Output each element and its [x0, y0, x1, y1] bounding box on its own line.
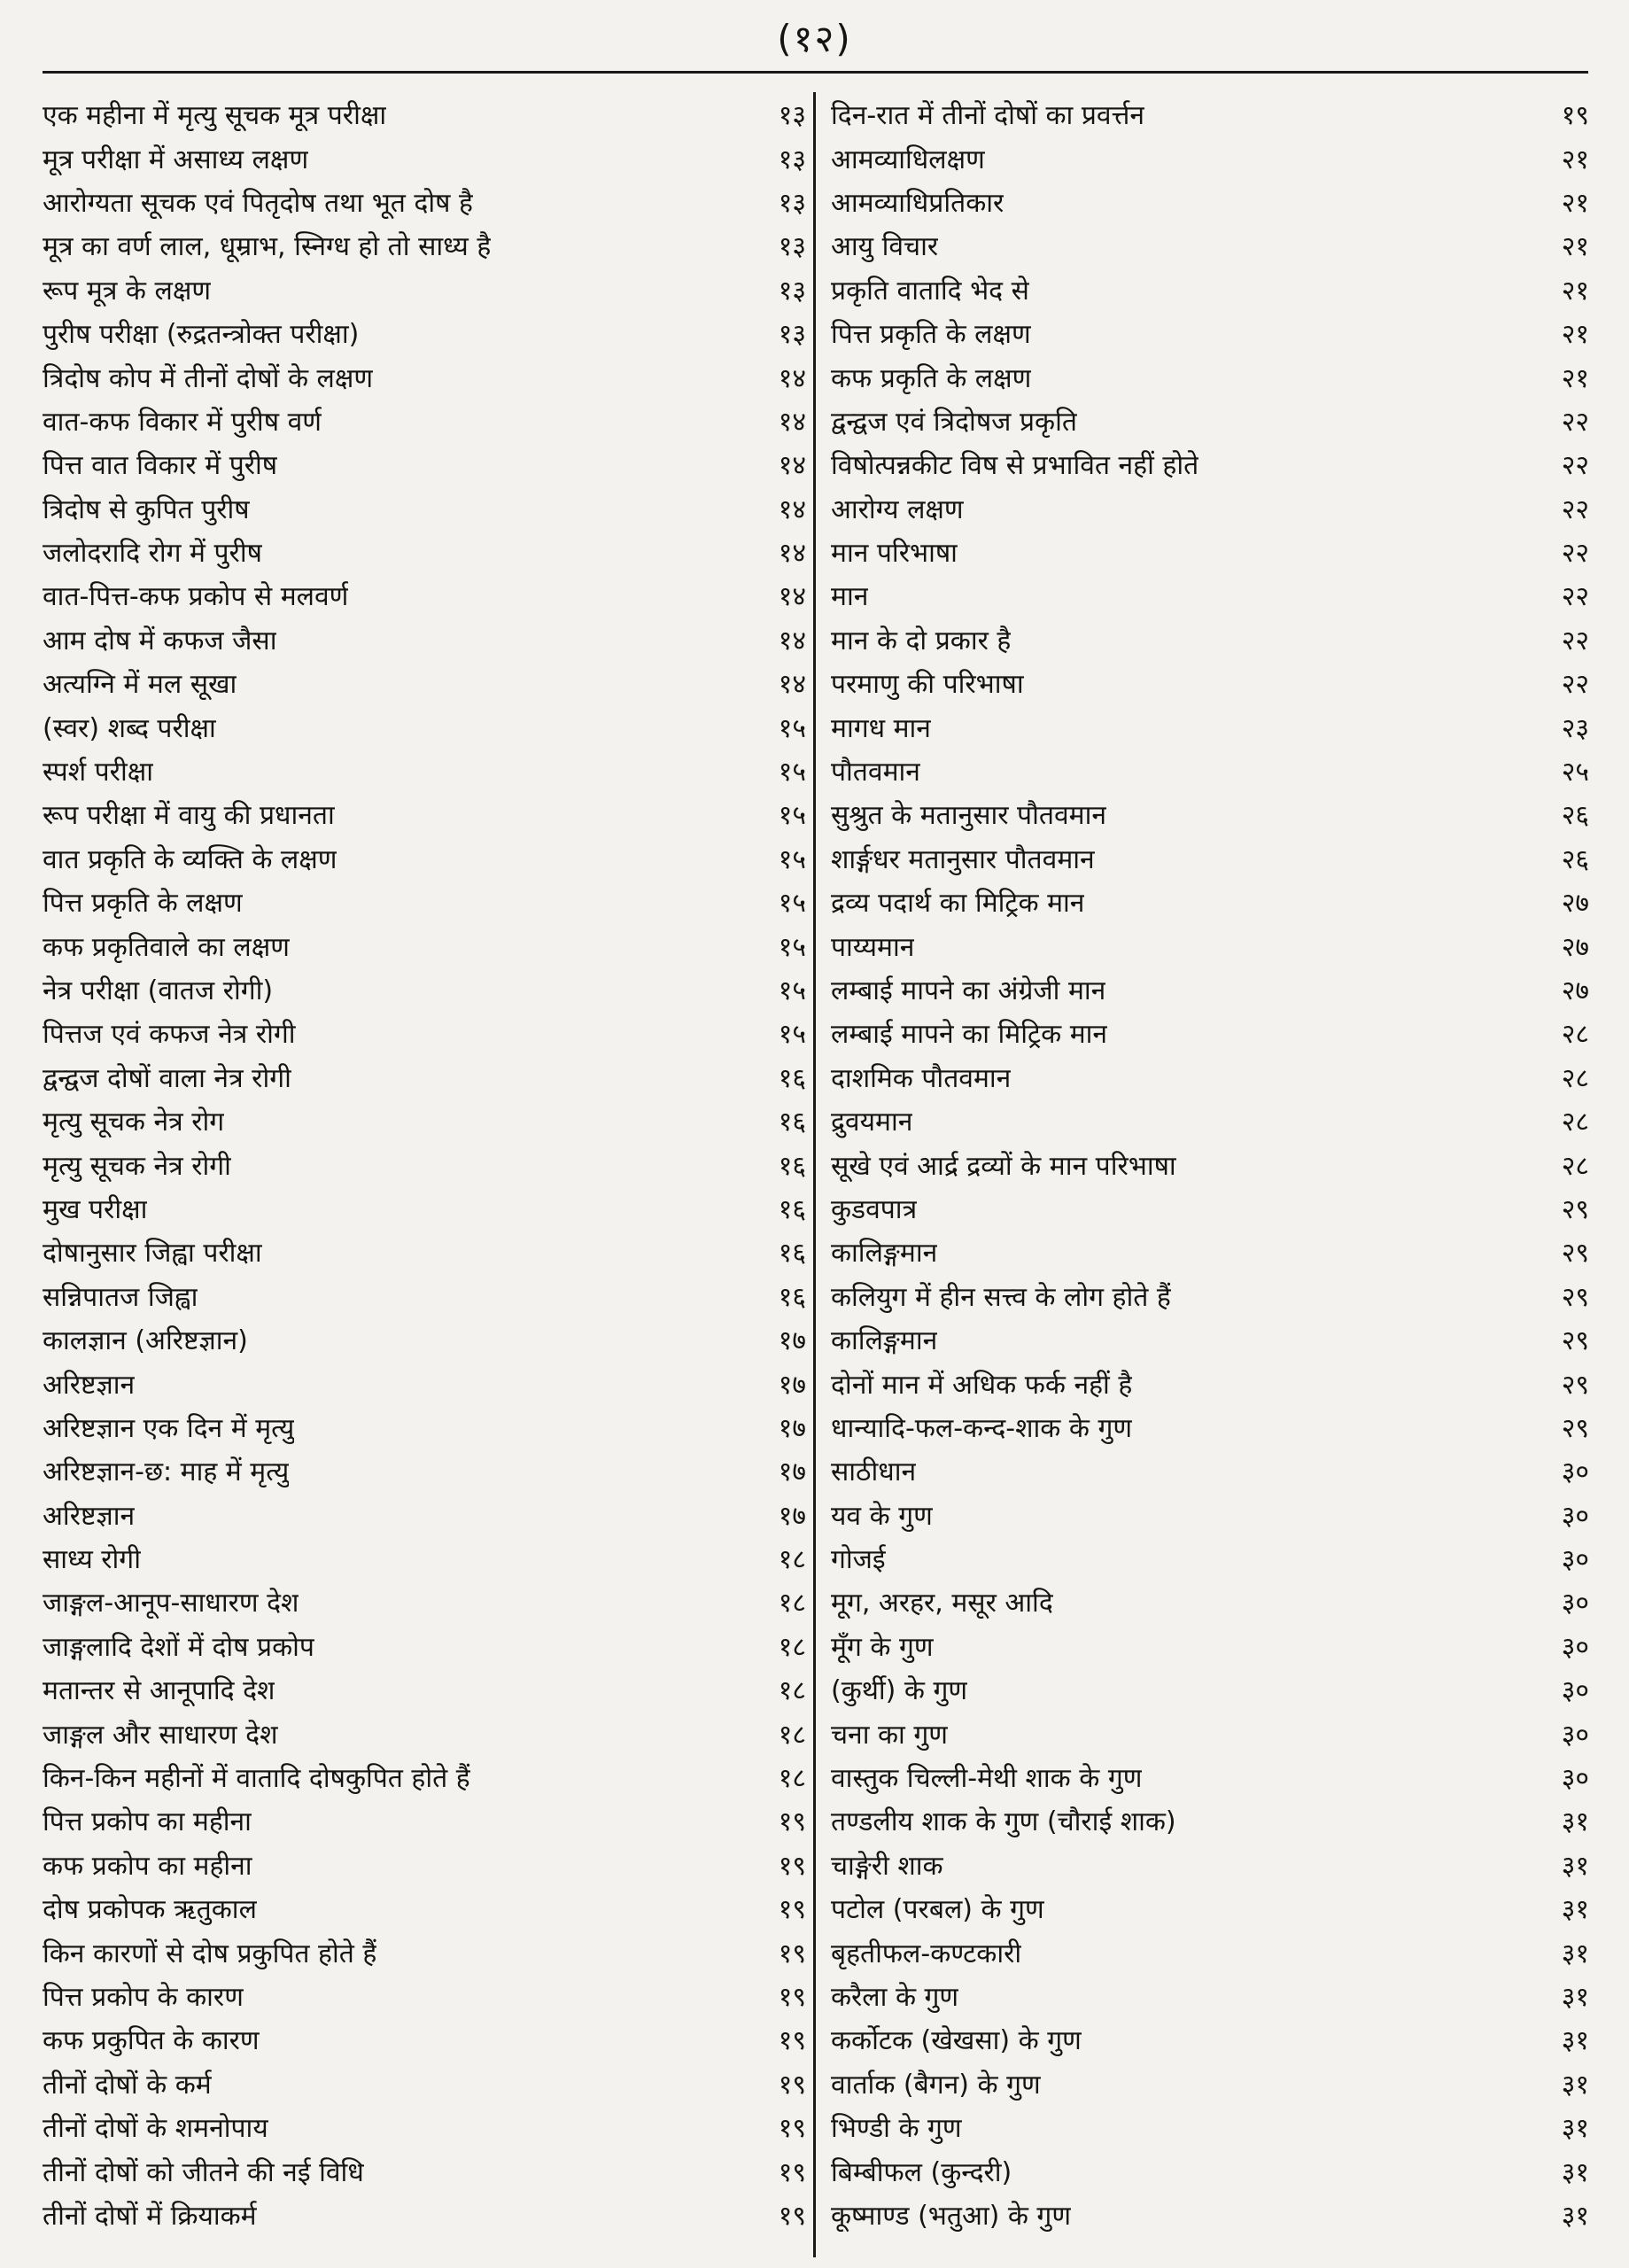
toc-entry-title: द्वन्द्वज एवं त्रिदोषज प्रकृति [831, 406, 1077, 438]
toc-entry-title: पित्त प्रकोप के कारण [43, 1981, 244, 2013]
toc-entry [43, 1186, 806, 1230]
toc-entry-title: मूग, अरहर, मसूर आदि [831, 1588, 1053, 1619]
toc-entry-page: ३१ [1561, 2156, 1589, 2188]
toc-entry [43, 399, 806, 442]
toc-entry-page: १६ [778, 1281, 806, 1313]
toc-entry [831, 92, 1589, 136]
toc-entry [43, 442, 806, 485]
toc-entry-page: १४ [778, 406, 806, 438]
toc-entry [43, 1536, 806, 1580]
toc-entry [43, 1493, 806, 1536]
toc-entry-title: द्वन्द्वज दोषों वाला नेत्र रोगी [43, 1062, 291, 1094]
toc-entry-title: अरिष्टज्ञान-छ: माह में मृत्यु [43, 1456, 290, 1488]
toc-entry [831, 1580, 1589, 1623]
toc-entry-title: अरिष्टज्ञान [43, 1369, 136, 1401]
toc-entry-title: स्पर्श परीक्षा [43, 757, 154, 788]
toc-entry-page: २९ [1561, 1369, 1589, 1401]
toc-entry-page: १६ [778, 1150, 806, 1182]
toc-entry-page: १८ [778, 1588, 806, 1619]
toc-entry [831, 1142, 1589, 1185]
toc-entry-title: प्रकृति वातादि भेद से [831, 275, 1029, 307]
toc-entry-page: १७ [778, 1325, 806, 1357]
toc-entry [43, 1974, 806, 2017]
toc-entry [831, 923, 1589, 967]
toc-entry-title: तीनों दोषों के शमनोपाय [43, 2113, 268, 2145]
toc-entry-page: १९ [778, 2069, 806, 2101]
toc-entry [831, 836, 1589, 880]
toc-entry-title: पित्तज एवं कफज नेत्र रोगी [43, 1019, 296, 1051]
toc-entry-page: २२ [1561, 669, 1589, 701]
toc-entry-title: सन्निपातज जिह्वा [43, 1281, 198, 1313]
toc-entry-page: १७ [778, 1500, 806, 1532]
toc-entry-title: पुरीष परीक्षा (रुद्रतन्त्रोक्त परीक्षा) [43, 319, 360, 351]
toc-entry-page: १४ [778, 669, 806, 701]
toc-entry-title: पाय्यमान [831, 931, 915, 963]
toc-entry-title: आरोग्यता सूचक एवं पितृदोष तथा भूत दोष है [43, 187, 473, 219]
toc-entry-title: आयु विचार [831, 231, 939, 263]
toc-entry [43, 530, 806, 573]
toc-entry [831, 311, 1589, 354]
toc-entry-title: किन कारणों से दोष प्रकुपित होते हैं [43, 1938, 377, 1969]
toc-entry [831, 1974, 1589, 2017]
toc-entry-title: आमव्याधिलक्षण [831, 144, 985, 175]
toc-entry [831, 1055, 1589, 1099]
toc-entry-title: द्रव्य पदार्थ का मिट्रिक मान [831, 888, 1085, 920]
toc-entry-title: सूखे एवं आर्द्र द्रव्यों के मान परिभाषा [831, 1150, 1176, 1182]
toc-entry [43, 1930, 806, 1973]
toc-entry-page: ३१ [1561, 2200, 1589, 2232]
toc-entry-title: पटोल (परबल) के गुण [831, 1894, 1044, 1926]
toc-entry-page: १३ [778, 100, 806, 132]
toc-entry-page: ३१ [1561, 2113, 1589, 2145]
toc-entry [831, 1930, 1589, 1973]
toc-entry-page: १५ [778, 757, 806, 788]
toc-entry-page: २९ [1561, 1412, 1589, 1444]
header-rule [43, 71, 1588, 74]
toc-entry [43, 2105, 806, 2148]
toc-entry-page: १३ [778, 187, 806, 219]
toc-entry [831, 1274, 1589, 1317]
toc-entry-title: अत्यग्नि में मल सूखा [43, 669, 237, 701]
toc-entry [831, 1755, 1589, 1798]
toc-entry-page: ३० [1561, 1500, 1589, 1532]
toc-entry-title: पित्त प्रकृति के लक्षण [43, 888, 243, 920]
toc-entry-page: २६ [1561, 800, 1589, 832]
toc-entry-title: वात-कफ विकार में पुरीष वर्ण [43, 406, 322, 438]
toc-entry-title: चना का गुण [831, 1719, 948, 1751]
toc-entry [831, 136, 1589, 179]
toc-entry-page: १३ [778, 319, 806, 351]
toc-entry [831, 1317, 1589, 1361]
toc-entry-page: १९ [778, 1806, 806, 1838]
toc-entry [43, 1886, 806, 1930]
toc-entry [43, 573, 806, 617]
toc-entry-title: पित्त प्रकोप का महीना [43, 1806, 252, 1838]
toc-entry [831, 1099, 1589, 1142]
toc-entry [43, 1317, 806, 1361]
toc-entry-title: मतान्तर से आनूपादि देश [43, 1675, 275, 1707]
toc-entry-page: ३० [1561, 1675, 1589, 1707]
toc-entry-page: १९ [778, 1981, 806, 2013]
toc-entry-title: तीनों दोषों के कर्म [43, 2069, 212, 2101]
toc-entry [831, 1667, 1589, 1711]
toc-entry-title: आमव्याधिप्रतिकार [831, 187, 1005, 219]
toc-entry [831, 1711, 1589, 1754]
toc-entry-page: १५ [778, 800, 806, 832]
toc-entry-title: कालज्ञान (अरिष्टज्ञान) [43, 1325, 248, 1357]
toc-entry-page: १९ [778, 2200, 806, 2232]
toc-entry-title: अरिष्टज्ञान [43, 1500, 136, 1532]
toc-entry-page: २९ [1561, 1325, 1589, 1357]
toc-entry-page: १४ [778, 581, 806, 613]
toc-entry-page: १३ [778, 144, 806, 175]
toc-entry [831, 180, 1589, 223]
toc-entry-page: २२ [1561, 450, 1589, 482]
toc-entry-page: १९ [778, 1850, 806, 1882]
toc-entry [831, 2062, 1589, 2105]
toc-entry [43, 661, 806, 704]
toc-entry-title: आम दोष में कफज जैसा [43, 625, 277, 656]
toc-entry-title: अरिष्टज्ञान एक दिन में मृत्यु [43, 1412, 295, 1444]
toc-entry-title: कफ प्रकुपित के कारण [43, 2025, 260, 2057]
toc-entry-page: १६ [778, 1107, 806, 1138]
toc-entry [43, 180, 806, 223]
toc-entry [831, 1798, 1589, 1842]
toc-entry [831, 1449, 1589, 1492]
toc-entry-title: जाङ्गल और साधारण देश [43, 1719, 278, 1751]
toc-entry-page: १५ [778, 1019, 806, 1051]
toc-entry-title: बिम्बीफल (कुन्दरी) [831, 2156, 1012, 2188]
toc-entry-page: १५ [778, 843, 806, 875]
toc-entry [43, 1011, 806, 1054]
toc-entry [43, 1099, 806, 1142]
toc-entry-title: त्रिदोष कोप में तीनों दोषों के लक्षण [43, 362, 374, 394]
toc-entry [831, 354, 1589, 398]
toc-entry-title: दोष प्रकोपक ऋतुकाल [43, 1894, 257, 1926]
toc-entry-page: २६ [1561, 843, 1589, 875]
toc-entry-page: २२ [1561, 581, 1589, 613]
toc-entry [43, 967, 806, 1011]
toc-entry-page: २७ [1561, 975, 1589, 1006]
toc-entry [831, 1361, 1589, 1404]
toc-entry-page: १५ [778, 888, 806, 920]
toc-entry-page: ३१ [1561, 2025, 1589, 2057]
toc-entry-page: १४ [778, 450, 806, 482]
toc-entry [43, 1055, 806, 1099]
toc-entry [831, 1186, 1589, 1230]
toc-entry [831, 1230, 1589, 1273]
toc-entry-title: मूत्र का वर्ण लाल, धूम्राभ, स्निग्ध हो तो साध्य है [43, 231, 492, 263]
toc-entry-page: २७ [1561, 888, 1589, 920]
toc-entry-title: जाङ्गल-आनूप-साधारण देश [43, 1588, 299, 1619]
toc-entry-title: साध्य रोगी [43, 1544, 141, 1576]
toc-entry-page: १६ [778, 1238, 806, 1270]
toc-entry-title: तीनों दोषों में क्रियाकर्म [43, 2200, 257, 2232]
toc-entry [43, 617, 806, 661]
toc-entry [831, 880, 1589, 923]
toc-entry-title: वार्ताक (बैगन) के गुण [831, 2069, 1041, 2101]
toc-entry-title: दोषानुसार जिह्वा परीक्षा [43, 1238, 262, 1270]
toc-entry-page: १७ [778, 1412, 806, 1444]
toc-entry-title: भिण्डी के गुण [831, 2113, 962, 2145]
toc-entry [831, 792, 1589, 835]
toc-entry [831, 2017, 1589, 2061]
toc-entry [831, 530, 1589, 573]
column-divider [813, 92, 816, 2257]
toc-entry-page: २१ [1561, 362, 1589, 394]
toc-entry-title: एक महीना में मृत्यु सूचक मूत्र परीक्षा [43, 100, 387, 132]
toc-entry-page: ३० [1561, 1763, 1589, 1795]
toc-entry [43, 1230, 806, 1273]
toc-entry-page: १५ [778, 712, 806, 744]
toc-entry-page: ३१ [1561, 1806, 1589, 1838]
toc-entry [831, 573, 1589, 617]
toc-entry-page: ३१ [1561, 1850, 1589, 1882]
toc-entry [831, 1843, 1589, 1886]
toc-entry [831, 223, 1589, 267]
toc-entry [43, 792, 806, 835]
toc-entry [831, 268, 1589, 311]
toc-entry-title: कर्कोटक (खेखसा) के गुण [831, 2025, 1082, 2057]
toc-entry-page: ३१ [1561, 2069, 1589, 2101]
toc-entry [831, 617, 1589, 661]
toc-entry [831, 2193, 1589, 2236]
toc-entry [43, 1274, 806, 1317]
toc-entry [831, 1624, 1589, 1667]
toc-entry-title: लम्बाई मापने का अंग्रेजी मान [831, 975, 1106, 1006]
toc-entry [43, 1361, 806, 1404]
toc-entry [831, 1886, 1589, 1930]
toc-entry-page: ३१ [1561, 1981, 1589, 2013]
toc-entry-page: २२ [1561, 538, 1589, 570]
toc-entry-page: २२ [1561, 406, 1589, 438]
toc-entry-title: दिन-रात में तीनों दोषों का प्रवर्त्तन [831, 100, 1144, 132]
toc-entry [43, 92, 806, 136]
toc-entry [43, 1755, 806, 1798]
toc-entry-page: ३० [1561, 1544, 1589, 1576]
toc-entry [43, 1405, 806, 1449]
toc-entry-page: १८ [778, 1763, 806, 1795]
toc-entry-title: चाङ्गेरी शाक [831, 1850, 943, 1882]
toc-entry-title: रूप मूत्र के लक्षण [43, 275, 212, 307]
toc-entry-page: २१ [1561, 231, 1589, 263]
toc-entry-page: १६ [778, 1193, 806, 1225]
toc-entry-title: विषोत्पन्नकीट विष से प्रभावित नहीं होते [831, 450, 1199, 482]
toc-entry-page: १९ [778, 1894, 806, 1926]
toc-entry-title: बृहतीफल-कण्टकारी [831, 1938, 1022, 1969]
toc-entry-title: वात-पित्त-कफ प्रकोप से मलवर्ण [43, 581, 349, 613]
toc-entry-title: पित्त वात विकार में पुरीष [43, 450, 278, 482]
toc-entry-title: दाशमिक पौतवमान [831, 1062, 1012, 1094]
toc-entry [43, 268, 806, 311]
toc-entry-title: करैला के गुण [831, 1981, 959, 2013]
toc-entry-page: १९ [778, 2113, 806, 2145]
toc-entry-title: पित्त प्रकृति के लक्षण [831, 319, 1031, 351]
toc-entry [43, 1798, 806, 1842]
toc-entry-title: त्रिदोष से कुपित पुरीष [43, 493, 250, 525]
toc-entry-title: किन-किन महीनों में वातादि दोषकुपित होते हैं [43, 1763, 470, 1795]
toc-entry-title: जाङ्गलादि देशों में दोष प्रकोप [43, 1631, 314, 1663]
toc-entry-page: ३० [1561, 1631, 1589, 1663]
toc-entry-page: २८ [1561, 1019, 1589, 1051]
toc-entry-title: कालिङ्गमान [831, 1238, 938, 1270]
toc-entry [831, 1493, 1589, 1536]
toc-entry-title: शार्ङ्गधर मतानुसार पौतवमान [831, 843, 1095, 875]
toc-entry-page: ३० [1561, 1719, 1589, 1751]
toc-entry-page: १८ [778, 1544, 806, 1576]
toc-entry [43, 1449, 806, 1492]
toc-entry-page: २२ [1561, 625, 1589, 656]
toc-entry-title: आरोग्य लक्षण [831, 493, 964, 525]
toc-entry [831, 1011, 1589, 1054]
toc-entry-page: २९ [1561, 1238, 1589, 1270]
toc-entry-title: कालिङ्गमान [831, 1325, 938, 1357]
toc-entry-page: १९ [1561, 100, 1589, 132]
toc-entry-page: १७ [778, 1369, 806, 1401]
toc-entry [831, 1405, 1589, 1449]
toc-entry [43, 923, 806, 967]
toc-entry-page: २८ [1561, 1062, 1589, 1094]
toc-entry [43, 1142, 806, 1185]
toc-entry-title: मुख परीक्षा [43, 1193, 148, 1225]
toc-entry-title: मागध मान [831, 712, 931, 744]
toc-entry-title: वास्तुक चिल्ली-मेथी शाक के गुण [831, 1763, 1143, 1795]
toc-entry-page: १९ [778, 2156, 806, 2188]
toc-entry-page: २३ [1561, 712, 1589, 744]
toc-entry-title: मूँग के गुण [831, 1631, 934, 1663]
toc-entry [831, 661, 1589, 704]
toc-entry-page: २९ [1561, 1193, 1589, 1225]
toc-entry-page: १४ [778, 493, 806, 525]
toc-entry-title: परमाणु की परिभाषा [831, 669, 1024, 701]
toc-entry-title: वात प्रकृति के व्यक्ति के लक्षण [43, 843, 337, 875]
toc-entry-page: १६ [778, 1062, 806, 1094]
toc-entry [43, 2148, 806, 2192]
toc-entry [43, 223, 806, 267]
toc-entry-page: २८ [1561, 1107, 1589, 1138]
toc-entry [831, 442, 1589, 485]
toc-entry [831, 967, 1589, 1011]
toc-entry [43, 1711, 806, 1754]
toc-entry-title: रूप परीक्षा में वायु की प्रधानता [43, 800, 335, 832]
toc-entry-page: १५ [778, 975, 806, 1006]
toc-entry [831, 704, 1589, 748]
toc-entry-title: कूष्माण्ड (भतुआ) के गुण [831, 2200, 1072, 2232]
toc-entry-page: १९ [778, 1938, 806, 1969]
toc-entry-page: २२ [1561, 493, 1589, 525]
toc-entry [831, 486, 1589, 530]
toc-entry [43, 136, 806, 179]
toc-entry-title: दोनों मान में अधिक फर्क नहीं है [831, 1369, 1133, 1401]
left-column [43, 92, 806, 2236]
toc-entry-page: २१ [1561, 187, 1589, 219]
toc-entry-page: १३ [778, 231, 806, 263]
toc-entry-title: सुश्रुत के मतानुसार पौतवमान [831, 800, 1106, 832]
toc-entry-title: धान्यादि-फल-कन्द-शाक के गुण [831, 1412, 1133, 1444]
toc-entry-page: १८ [778, 1719, 806, 1751]
toc-entry [43, 749, 806, 792]
toc-entry-title: मूत्र परीक्षा में असाध्य लक्षण [43, 144, 309, 175]
toc-entry [831, 399, 1589, 442]
toc-entry [831, 1536, 1589, 1580]
toc-entry-title: पौतवमान [831, 757, 920, 788]
toc-entry-title: मृत्यु सूचक नेत्र रोगी [43, 1150, 231, 1182]
toc-entry-title: लम्बाई मापने का मिट्रिक मान [831, 1019, 1108, 1051]
toc-entry-page: ३० [1561, 1456, 1589, 1488]
toc-entry-page: १८ [778, 1631, 806, 1663]
toc-entry-title: नेत्र परीक्षा (वातज रोगी) [43, 975, 274, 1006]
toc-entry-page: १४ [778, 538, 806, 570]
toc-entry-page: १९ [778, 2025, 806, 2057]
toc-entry-title: यव के गुण [831, 1500, 933, 1532]
toc-entry [43, 1667, 806, 1711]
toc-entry [831, 749, 1589, 792]
toc-entry [43, 354, 806, 398]
toc-entry-title: मान [831, 581, 869, 613]
toc-entry-page: २१ [1561, 319, 1589, 351]
toc-entry-title: तीनों दोषों को जीतने की नई विधि [43, 2156, 364, 2188]
toc-entry-title: कुडवपात्र [831, 1193, 918, 1225]
toc-entry-page: ३१ [1561, 1894, 1589, 1926]
toc-entry-page: १४ [778, 362, 806, 394]
toc-entry [831, 2148, 1589, 2192]
toc-entry-page: १४ [778, 625, 806, 656]
toc-entry-title: जलोदरादि रोग में पुरीष [43, 538, 262, 570]
right-column [831, 92, 1589, 2236]
toc-entry [43, 311, 806, 354]
toc-entry-title: तण्डलीय शाक के गुण (चौराई शाक) [831, 1806, 1176, 1838]
toc-entry-title: कफ प्रकोप का महीना [43, 1850, 252, 1882]
toc-entry-page: १७ [778, 1456, 806, 1488]
toc-entry [43, 2193, 806, 2236]
toc-entry-title: मृत्यु सूचक नेत्र रोग [43, 1107, 225, 1138]
toc-entry-page: १५ [778, 931, 806, 963]
toc-entry [43, 1624, 806, 1667]
toc-entry-title: (स्वर) शब्द परीक्षा [43, 712, 216, 744]
toc-entry-page: ३१ [1561, 1938, 1589, 1969]
toc-entry [43, 880, 806, 923]
page-number: (१२) [777, 17, 852, 60]
toc-entry-page: ३० [1561, 1588, 1589, 1619]
toc-entry [43, 2017, 806, 2061]
toc-entry [43, 486, 806, 530]
toc-entry [43, 2062, 806, 2105]
toc-entry [43, 704, 806, 748]
toc-entry [43, 1580, 806, 1623]
toc-entry-title: मान परिभाषा [831, 538, 958, 570]
toc-entry-page: २१ [1561, 144, 1589, 175]
toc-entry-title: मान के दो प्रकार है [831, 625, 1012, 656]
toc-entry-page: २९ [1561, 1281, 1589, 1313]
toc-entry [43, 1843, 806, 1886]
toc-entry-title: (कुर्थी) के गुण [831, 1675, 968, 1707]
toc-entry-page: १८ [778, 1675, 806, 1707]
toc-entry-page: १३ [778, 275, 806, 307]
toc-entry-page: २१ [1561, 275, 1589, 307]
toc-entry-title: कफ प्रकृतिवाले का लक्षण [43, 931, 290, 963]
toc-entry-title: द्रुवयमान [831, 1107, 913, 1138]
toc-entry [831, 2105, 1589, 2148]
toc-entry-page: २७ [1561, 931, 1589, 963]
toc-entry-title: गोजई [831, 1544, 886, 1576]
toc-entry-title: कफ प्रकृति के लक्षण [831, 362, 1032, 394]
toc-entry-title: कलियुग में हीन सत्त्व के लोग होते हैं [831, 1281, 1171, 1313]
toc-entry [43, 836, 806, 880]
toc-entry-page: २८ [1561, 1150, 1589, 1182]
toc-entry-title: साठीधान [831, 1456, 917, 1488]
toc-entry-page: २५ [1561, 757, 1589, 788]
